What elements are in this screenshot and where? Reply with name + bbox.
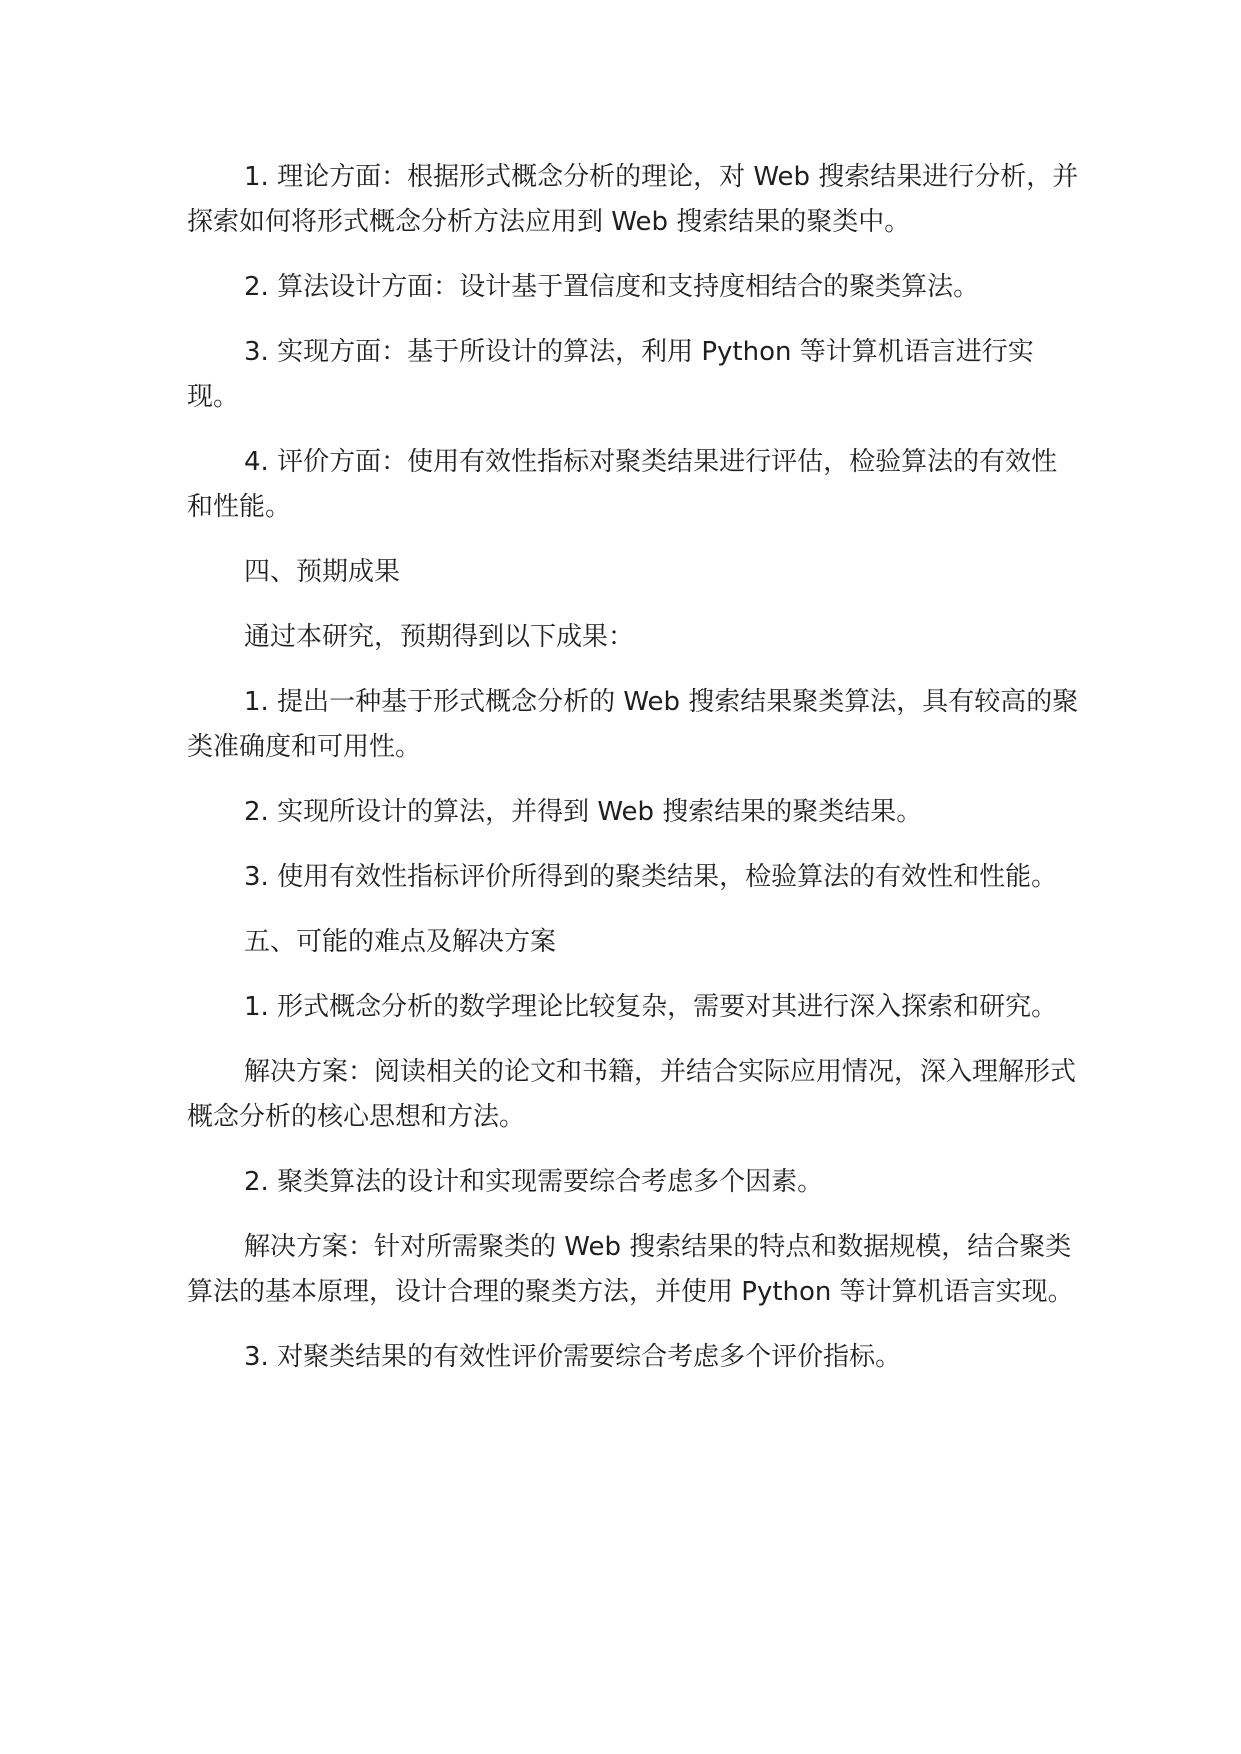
paragraph-solution-2: 解决方案：针对所需聚类的 Web 搜索结果的特点和数据规模，结合聚类算法的基本原理，设计合理的聚类方法，并使用 Python 等计算机语言实现。: [187, 1232, 1074, 1307]
paragraph-difficulty-2: 2. 聚类算法的设计和实现需要综合考虑多个因素。: [244, 1167, 824, 1197]
paragraph-result-3: 3. 使用有效性指标评价所得到的聚类结果，检验算法的有效性和性能。: [244, 862, 1058, 892]
paragraph-evaluation: 4. 评价方面：使用有效性指标对聚类结果进行评估，检验算法的有效性和性能。: [187, 447, 1058, 522]
section-heading-expected-results: 四、预期成果: [244, 557, 401, 587]
paragraph-theory: 1. 理论方面：根据形式概念分析的理论，对 Web 搜索结果进行分析，并探索如何将形式概念分析方法应用到 Web 搜索结果的聚类中。: [187, 162, 1079, 237]
paragraph-difficulty-1: 1. 形式概念分析的数学理论比较复杂，需要对其进行深入探索和研究。: [244, 992, 1058, 1022]
section-heading-difficulties: 五、可能的难点及解决方案: [244, 927, 557, 957]
document-body: [187, 155, 1082, 1400]
paragraph-algorithm-design: 2. 算法设计方面：设计基于置信度和支持度相结合的聚类算法。: [244, 272, 980, 302]
paragraph-implementation: 3. 实现方面：基于所设计的算法，利用 Python 等计算机语言进行实现。: [187, 337, 1034, 412]
paragraph-result-1: 1. 提出一种基于形式概念分析的 Web 搜索结果聚类算法，具有较高的聚类准确度和可用性。: [187, 687, 1079, 762]
paragraph-results-intro: 通过本研究，预期得到以下成果：: [244, 622, 635, 652]
paragraph-solution-1: 解决方案：阅读相关的论文和书籍，并结合实际应用情况，深入理解形式概念分析的核心思想和方法。: [187, 1057, 1077, 1132]
paragraph-result-2: 2. 实现所设计的算法，并得到 Web 搜索结果的聚类结果。: [244, 797, 923, 827]
paragraph-difficulty-3: 3. 对聚类结果的有效性评价需要综合考虑多个评价指标。: [244, 1342, 902, 1372]
